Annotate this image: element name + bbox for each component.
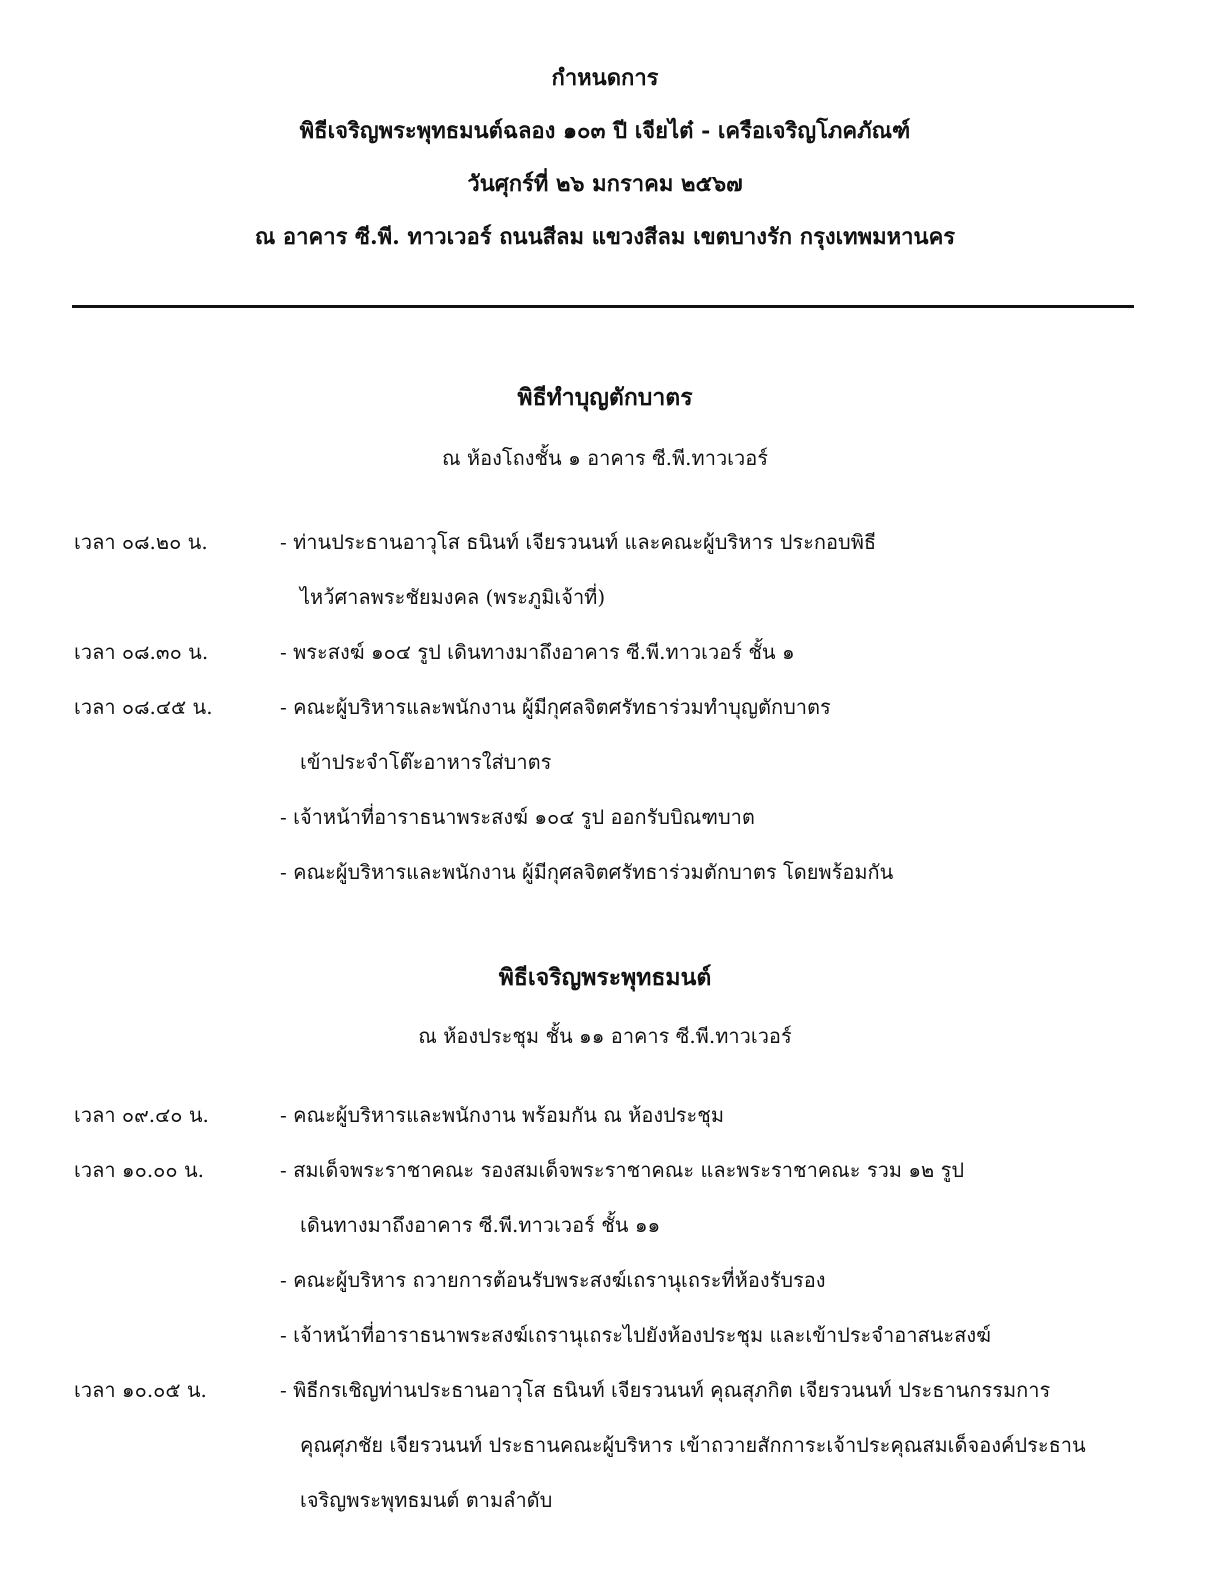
- schedule-time: เวลา ๑๐.๐๕ น.: [74, 1378, 207, 1402]
- schedule-description: - สมเด็จพระราชาคณะ รองสมเด็จพระราชาคณะ และพระราชาคณะ รวม ๑๒ รูป: [280, 1158, 965, 1182]
- section-location-chanting: ณ ห้องประชุม ชั้น ๑๑ อาคาร ซี.พี.ทาวเวอร์: [418, 1024, 792, 1048]
- schedule-description: - คณะผู้บริหารและพนักงาน ผู้มีกุศลจิตศรัทธาร่วมทำบุญตักบาตร: [280, 695, 831, 719]
- schedule-description-continued: เจริญพระพุทธมนต์ ตามลำดับ: [300, 1488, 553, 1512]
- ceremony-title: พิธีเจริญพระพุทธมนต์ฉลอง ๑๐๓ ปี เจียไต๋ - เครือเจริญโภคภัณฑ์: [299, 118, 911, 144]
- schedule-description-continued: เข้าประจำโต๊ะอาหารใส่บาตร: [300, 750, 552, 774]
- schedule-description: - คณะผู้บริหารและพนักงาน พร้อมกัน ณ ห้องประชุม: [280, 1103, 725, 1127]
- schedule-time: เวลา ๐๘.๒๐ น.: [74, 530, 208, 554]
- schedule-time: เวลา ๐๘.๓๐ น.: [74, 640, 209, 664]
- ceremony-date: วันศุกร์ที่ ๒๖ มกราคม ๒๕๖๗: [467, 171, 743, 197]
- schedule-description: - เจ้าหน้าที่อาราธนาพระสงฆ์เถรานุเถระไปยังห้องประชุม และเข้าประจำอาสนะสงฆ์: [280, 1323, 991, 1347]
- schedule-description: - พิธีกรเชิญท่านประธานอาวุโส ธนินท์ เจียรวนนท์ คุณสุภกิต เจียรวนนท์ ประธานกรรมการ: [280, 1378, 1051, 1402]
- schedule-description: - คณะผู้บริหาร ถวายการต้อนรับพระสงฆ์เถรานุเถระที่ห้องรับรอง: [280, 1268, 826, 1292]
- schedule-description: - ท่านประธานอาวุโส ธนินท์ เจียรวนนท์ และคณะผู้บริหาร ประกอบพิธี: [280, 530, 877, 554]
- schedule-time: เวลา ๐๙.๔๐ น.: [74, 1103, 209, 1127]
- section-location-alms-offering: ณ ห้องโถงชั้น ๑ อาคาร ซี.พี.ทาวเวอร์: [441, 446, 769, 470]
- section-title-chanting: พิธีเจริญพระพุทธมนต์: [498, 964, 712, 991]
- schedule-description-continued: คุณศุภชัย เจียรวนนท์ ประธานคณะผู้บริหาร เข้าถวายสักการะเจ้าประคุณสมเด็จองค์ประธาน: [300, 1433, 1086, 1457]
- section-title-alms-offering: พิธีทำบุญตักบาตร: [517, 384, 693, 411]
- header-divider: [72, 305, 1134, 308]
- schedule-description-continued: ไหว้ศาลพระชัยมงคล (พระภูมิเจ้าที่): [300, 585, 606, 609]
- schedule-time: เวลา ๐๘.๔๕ น.: [74, 695, 213, 719]
- schedule-description: - พระสงฆ์ ๑๐๔ รูป เดินทางมาถึงอาคาร ซี.พี.ทาวเวอร์ ชั้น ๑: [280, 640, 795, 664]
- document-heading: กำหนดการ: [551, 65, 659, 91]
- ceremony-venue: ณ อาคาร ซี.พี. ทาวเวอร์ ถนนสีลม แขวงสีลม เขตบางรัก กรุงเทพมหานคร: [254, 224, 956, 250]
- schedule-time: เวลา ๑๐.๐๐ น.: [74, 1158, 204, 1182]
- schedule-description-continued: เดินทางมาถึงอาคาร ซี.พี.ทาวเวอร์ ชั้น ๑๑: [300, 1213, 661, 1237]
- schedule-description: - คณะผู้บริหารและพนักงาน ผู้มีกุศลจิตศรัทธาร่วมตักบาตร โดยพร้อมกัน: [280, 860, 894, 884]
- schedule-description: - เจ้าหน้าที่อาราธนาพระสงฆ์ ๑๐๔ รูป ออกรับบิณฑบาต: [280, 805, 755, 829]
